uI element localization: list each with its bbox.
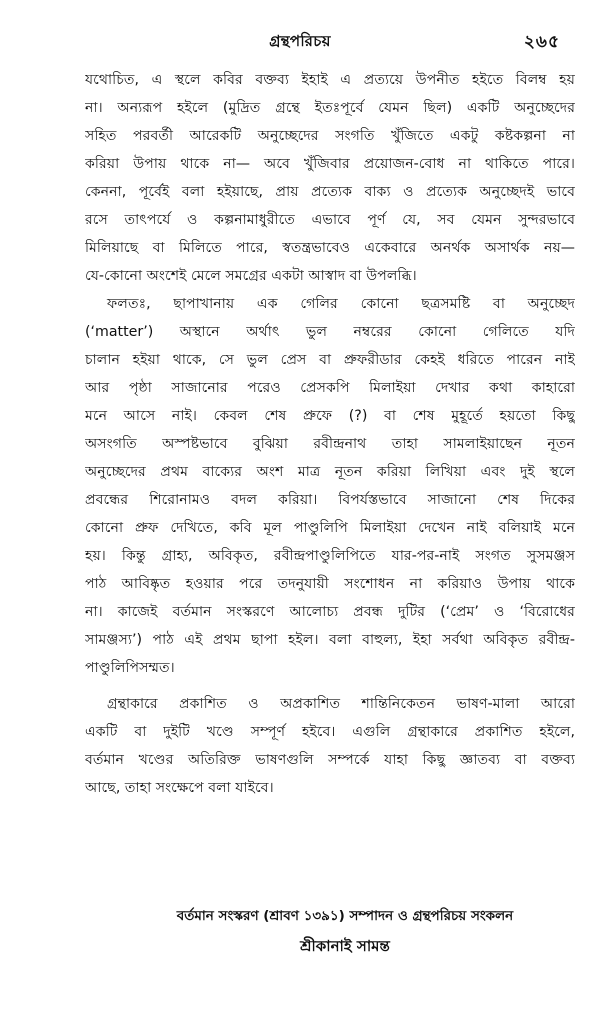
page-number: ২৬৫ <box>523 32 560 52</box>
text-line: হয়। কিন্তু গ্রাহ্য, অবিকৃত, রবীন্দ্রপাণ্ডুলিপিতে যার-পর-নাই সংগত সুসমঞ্জস <box>85 548 575 564</box>
paragraph-1 <box>85 66 575 290</box>
text-line: ফলতঃ, ছাপাখানায় এক গেলির কোনো ছত্রসমষ্টি বা অনুচ্ছেদ <box>107 296 575 312</box>
text-line: পাঠ আবিষ্কৃত হওয়ার পরে তদনুযায়ী সংশোধন না করিয়াও উপায় থাকে <box>85 576 575 592</box>
edition-credit: বর্তমান সংস্করণ (শ্রাবণ ১৩৯১) সম্পাদন ও গ্রন্থপরিচয় সংকলন <box>176 908 514 924</box>
text-line: একটি বা দুইটি খণ্ডে সম্পূর্ণ হইবে। এগুলি গ্রন্থাকারে প্রকাশিত হইলে, <box>85 724 575 740</box>
text-line: কোনো প্রুফ দেখিতে, কবি মূল পাণ্ডুলিপি মিলাইয়া দেখেন নাই বলিয়াই মনে <box>85 520 575 536</box>
text-line: অনুচ্ছেদের প্রথম বাক্যের অংশ মাত্র নূতন করিয়া লিখিয়া এবং দুই স্থলে <box>85 464 575 480</box>
text-line: কেননা, পূর্বেই বলা হইয়াছে, প্রায় প্রত্যেক বাক্য ও প্রত্যেক অনুচ্ছেদই ভাবে <box>85 184 575 200</box>
text-line: চালান হইয়া থাকে, সে ভুল প্রেস বা প্রুফরীডার কেহই ধরিতে পারেন নাই <box>85 352 575 368</box>
text-line: না। কাজেই বর্তমান সংস্করণে আলোচ্য প্রবন্ধ দুটির (‘প্রেম’ ও ‘বিরোধের <box>85 604 575 620</box>
body-text <box>85 66 575 802</box>
text-line: মিলিয়াছে বা মিলিতে পারে, স্বতন্ত্রভাবেও একেবারে অনর্থক অসার্থক নয়— <box>85 240 575 256</box>
text-line: আছে, তাহা সংক্ষেপে বলা যাইবে। <box>85 780 274 796</box>
text-line: সামঞ্জস্য’) পাঠ এই প্রথম ছাপা হইল। বলা বাহুল্য, ইহা সর্বথা অবিকৃত রবীন্দ্র- <box>85 632 575 648</box>
paragraph-gap <box>85 682 575 690</box>
text-line: করিয়া উপায় থাকে না— অবে খুঁজিবার প্রয়োজন-বোধ না থাকিতে পারে। <box>85 156 575 172</box>
paragraph-3 <box>85 690 575 802</box>
text-line: অসংগতি অস্পষ্টভাবে বুঝিয়া রবীন্দ্রনাথ তাহা সামলাইয়াছেন নূতন <box>85 436 575 452</box>
text-line: প্রবন্ধের শিরোনামও বদল করিয়া। বিপর্যস্তভাবে সাজানো শেষ দিকের <box>85 492 575 508</box>
text-line: বর্তমান খণ্ডের অতিরিক্ত ভাষণগুলি সম্পর্কে যাহা কিছু জ্ঞাতব্য বা বক্তব্য <box>85 752 575 768</box>
text-line: যে-কোনো অংশেই মেলে সমগ্রের একটা আস্বাদ বা উপলব্ধি। <box>85 268 417 284</box>
editor-name: শ্রীকানাই সামন্ত <box>300 937 390 955</box>
text-line: যথোচিত, এ স্থলে কবির বক্তব্য ইহাই এ প্রত্যয়ে উপনীত হইতে বিলম্ব হয় <box>85 72 575 88</box>
text-line: রসে তাৎপর্যে ও কল্পনামাধুরীতে এভাবে পূর্ণ যে, সব যেমন সুন্দরভাবে <box>85 212 575 228</box>
text-line: (‘matter’) অস্থানে অর্থাৎ ভুল নম্বরের কোনো গেলিতে যদি <box>85 324 575 340</box>
text-line: না। অন্যরূপ হইলে (মুদ্রিত গ্রন্থে ইতঃপূর্বে যেমন ছিল) একটি অনুচ্ছেদের <box>85 100 575 116</box>
paragraph-2 <box>85 290 575 682</box>
running-title: গ্রন্থপরিচয় <box>269 32 331 50</box>
text-line: গ্রন্থাকারে প্রকাশিত ও অপ্রকাশিত শান্তিনিকেতন ভাষণ-মালা আরো <box>107 696 575 712</box>
text-line: আর পৃষ্ঠা সাজানোর পরেও প্রেসকপি মিলাইয়া দেখার কথা কাহারো <box>85 380 575 396</box>
text-line: পাণ্ডুলিপিসম্মত। <box>85 660 175 676</box>
text-line: সহিত পরবর্তী আরেকটি অনুচ্ছেদের সংগতি খুঁজিতে একটু কষ্টকল্পনা না <box>85 128 575 144</box>
text-line: মনে আসে নাই। কেবল শেষ প্রুফে (?) বা শেষ মুহূর্তে হয়তো কিছু <box>85 408 575 424</box>
